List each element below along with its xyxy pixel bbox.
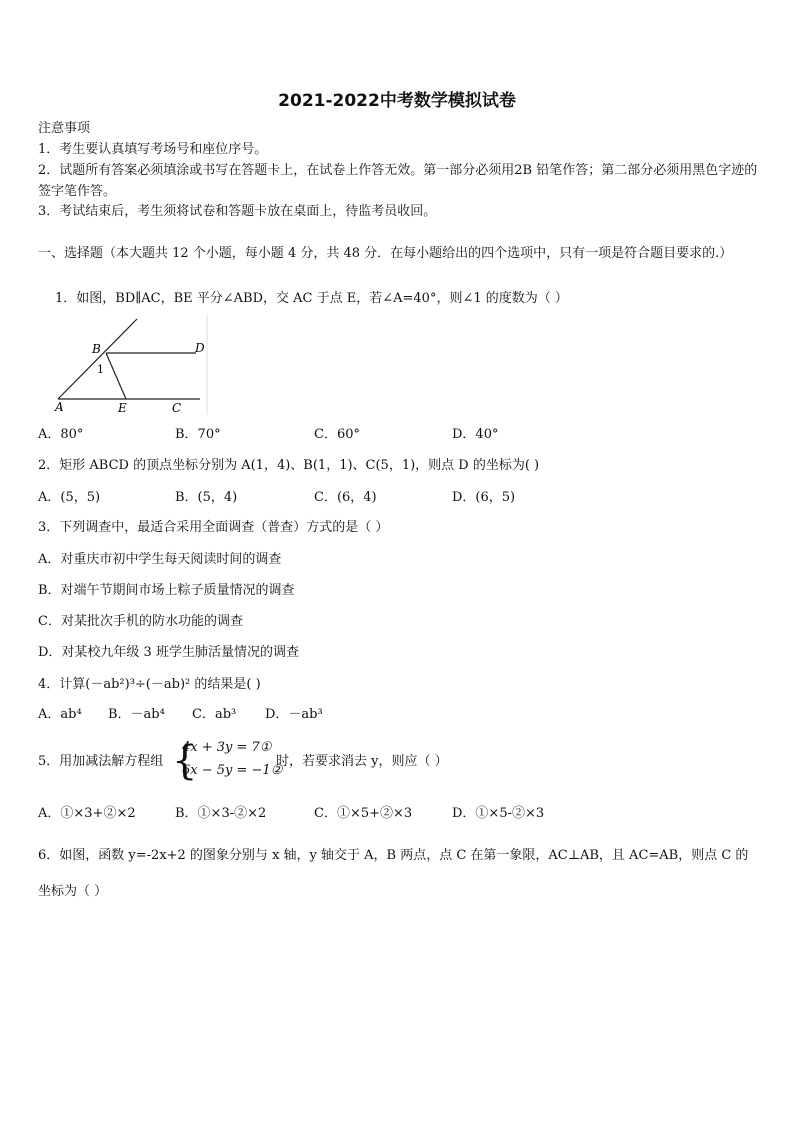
page-title: 2021-2022中考数学模拟试卷 [278,91,516,111]
label-c: C [172,401,182,415]
question-5-stem-prefix: 5．用加减法解方程组 [38,754,164,769]
question-1-option-a: A．80° [38,427,84,442]
question-1-option-d: D．40° [452,427,499,442]
line-be [106,353,126,399]
question-6-stem-cont: 坐标为（ ） [38,884,108,899]
question-1-option-b: B．70° [175,427,221,442]
question-3-option-b: B．对端午节期间市场上粽子质量情况的调查 [38,583,295,598]
question-4-option-a: A．ab⁴ [38,707,82,722]
question-4-stem: 4．计算(－ab²)³÷(－ab)² 的结果是( ) [38,677,261,692]
question-2-option-b: B．(5，4) [175,490,238,505]
question-6-stem: 6．如图，函数 y=-2x+2 的图象分别与 x 轴，y 轴交于 A，B 两点，点 C 在第一象限，AC⊥AB，且 AC=AB，则点 C 的 [38,848,749,863]
question-5-option-c: C．①×5+②×3 [314,806,413,821]
question-5-stem-suffix: 时，若要求消去 y，则应（ ） [276,754,448,769]
question-1-figure [50,315,210,417]
label-d: D [195,341,205,355]
question-4-option-d: D．－ab³ [265,707,323,722]
question-1-stem: 1．如图，BD∥AC，BE 平分∠ABD，交 AC 于点 E，若∠A=40°，则∠1 的度数为（ ） [55,291,568,306]
notice-item-1: 1．考生要认真填写考场号和座位序号。 [38,142,268,157]
line-ab [58,319,137,399]
question-4-option-c: C．ab³ [192,707,237,722]
equation-system [172,737,283,785]
label-a: A [55,400,64,414]
label-b: B [92,342,101,356]
question-3-option-d: D．对某校九年级 3 班学生肺活量情况的调查 [38,645,299,660]
equation-1: 4x + 3y = 7① [182,740,272,755]
section-heading: 一、选择题（本大题共 12 个小题，每小题 4 分，共 48 分．在每小题给出的四个选项中，只有一项是符合题目要求的.） [38,246,733,261]
question-5-option-a: A．①×3+②×2 [38,806,136,821]
label-angle-1: 1 [97,363,104,376]
equation-brace: { [172,738,198,784]
question-1-option-c: C．60° [314,427,360,442]
equation-2: 6x − 5y = −1② [182,763,283,778]
question-3-option-c: C．对某批次手机的防水功能的调查 [38,614,243,629]
notice-item-2: 2．试题所有答案必须填涂或书写在答题卡上，在试卷上作答无效。第一部分必须用2B 铅笔作答；第二部分必须用黑色字迹的签字笔作答。 [38,163,758,199]
label-e: E [118,401,127,415]
question-4-option-b: B．－ab⁴ [108,707,165,722]
question-2-option-c: C．(6，4) [314,490,377,505]
question-5-option-b: B．①×3-②×2 [175,806,267,821]
question-5-option-d: D．①×5-②×3 [452,806,545,821]
question-2-option-a: A．(5，5) [38,490,101,505]
question-3-option-a: A．对重庆市初中学生每天阅读时间的调查 [38,552,282,567]
notice-heading: 注意事项 [38,121,91,136]
question-2-option-d: D．(6，5) [452,490,516,505]
question-2-stem: 2．矩形 ABCD 的顶点坐标分别为 A(1，4)、B(1，1)、C(5，1)，则点 D 的坐标为( ) [38,458,540,473]
question-3-stem: 3．下列调查中，最适合采用全面调查（普查）方式的是（ ） [38,520,389,535]
notice-item-3: 3．考试结束后，考生须将试卷和答题卡放在桌面上，待监考员收回。 [38,204,437,219]
